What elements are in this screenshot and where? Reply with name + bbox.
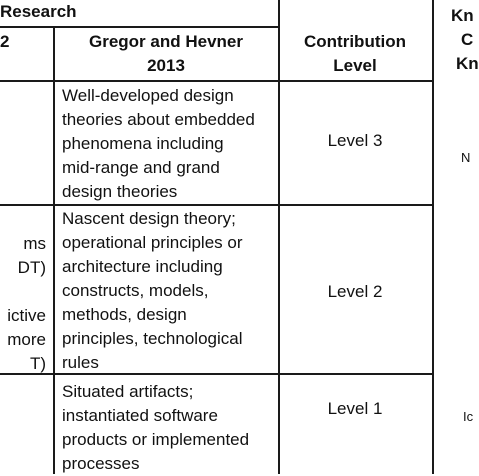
row2-col1-line bbox=[7, 280, 46, 304]
row2-level: Level 2 bbox=[327, 282, 383, 301]
row2-desc-line: Nascent design theory; bbox=[62, 209, 236, 228]
row3-description bbox=[62, 380, 249, 476]
row2-col1-line: ms bbox=[23, 234, 46, 253]
row2-col1-partial bbox=[7, 232, 46, 376]
row2-desc-line: methods, design bbox=[62, 305, 187, 324]
row3-desc-line: instantiated software bbox=[62, 406, 218, 425]
row2-col1-line: ictive bbox=[7, 306, 46, 325]
row1-desc-line: design theories bbox=[62, 182, 178, 201]
row3-level: Level 1 bbox=[327, 399, 383, 418]
vline-col1 bbox=[53, 26, 55, 474]
row1-desc-line: phenomena including bbox=[62, 134, 224, 153]
row2-desc-line: operational principles or bbox=[62, 233, 243, 252]
row2-col1-line: more bbox=[7, 330, 46, 349]
col1-header-partial: 2 bbox=[0, 32, 10, 51]
group-header-research: Research bbox=[0, 2, 77, 21]
col3-header-line2: Level bbox=[333, 56, 377, 75]
row3-col4-partial: Ic bbox=[463, 409, 474, 424]
row2-col1-line: T) bbox=[29, 354, 46, 373]
row3-desc-line: Situated artifacts; bbox=[62, 382, 194, 401]
border-top-left bbox=[0, 26, 280, 28]
col2-header-line1: Gregor and Hevner bbox=[89, 32, 243, 51]
col3-header-line1: Contribution bbox=[304, 32, 406, 51]
border-header-bottom bbox=[0, 80, 434, 82]
row1-desc-line: theories about embedded bbox=[62, 110, 255, 129]
row1-level: Level 3 bbox=[327, 131, 383, 150]
row2-description bbox=[62, 207, 243, 375]
border-row1-bottom bbox=[0, 204, 434, 206]
row1-col4-partial: N bbox=[461, 150, 471, 165]
row2-desc-line: principles, technological bbox=[62, 329, 243, 348]
row2-desc-line: constructs, models, bbox=[62, 281, 209, 300]
row1-desc-line: Well-developed design bbox=[62, 86, 234, 105]
vline-col2 bbox=[278, 0, 280, 474]
row2-desc-line: rules bbox=[62, 353, 99, 372]
col4-header-line1: Kn bbox=[451, 6, 474, 25]
row2-desc-line: architecture including bbox=[62, 257, 223, 276]
vline-col3 bbox=[432, 0, 434, 474]
row3-desc-line: processes bbox=[62, 454, 140, 473]
col2-header-line2: 2013 bbox=[147, 56, 185, 75]
row1-description bbox=[62, 84, 255, 204]
col4-header-line2: C bbox=[461, 30, 474, 49]
row1-desc-line: mid-range and grand bbox=[62, 158, 220, 177]
row3-desc-line: products or implemented bbox=[62, 430, 250, 449]
row2-col1-line: DT) bbox=[17, 258, 46, 277]
col4-header-line3: Kn bbox=[456, 54, 479, 73]
